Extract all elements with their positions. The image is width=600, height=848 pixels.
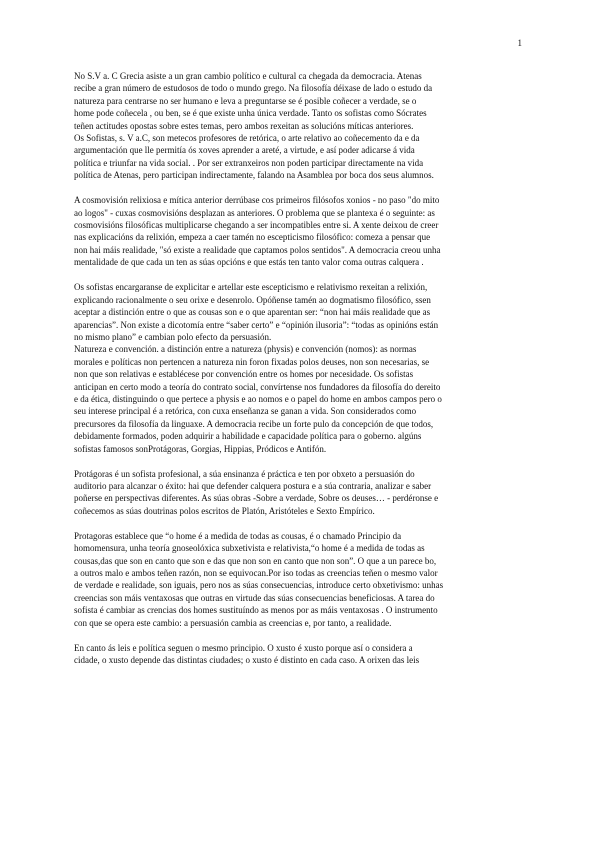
text-line: non que son relativas e establécese por convención entre os homes por necesidade. Os sofistas	[74, 369, 414, 380]
text-line: Protágoras é un sofista profesional, a súa ensinanza é práctica e ten por obxeto a persuasión do	[74, 468, 415, 479]
text-line: con que se opera este cambio: a persuasión cambia as creencias e, por tanto, a realidade.	[74, 617, 392, 628]
text-line: Os Sofistas, s. V a.C, son metecos profesores de retórica, o arte relativo ao coñecemento da e da	[74, 133, 420, 144]
text-line: no mismo plano” e cambian polo efecto da persuasión.	[74, 331, 272, 342]
text-line: home pode coñecela , ou ben, se é que existe unha única verdade. Tanto os sofistas como Sócrates	[74, 108, 427, 119]
paragraph	[74, 530, 514, 629]
text-line: aceptar a distinción entre o que as cousas son e o que aparentan ser: “non hai máis realidade que as	[74, 307, 431, 318]
text-line: cidade, o xusto depende das distintas ciudades; o xusto é distinto en cada caso. A orixen das leis	[74, 655, 420, 666]
text-line: coñecemos as súas doutrinas polos escritos de Platón, Aristóteles e Sexto Empírico.	[74, 505, 375, 516]
text-line: ao logos" - cuxas cosmovisións desplazan as anteriores. O problema que se plantexa é o seguinte: as	[74, 207, 435, 218]
paragraph	[74, 642, 514, 667]
text-line: teñen actitudes opostas sobre estes temas, pero ambos rexeitan as solucións míticas anteriores.	[74, 120, 414, 131]
text-line: Natureza e convención. a distinción entre a natureza (physis) e convención (nomos): as normas	[74, 344, 417, 355]
paragraph	[74, 194, 514, 268]
text-line: argumentación que lle permitía ós xoves aprender a areté, a virtude, e así poder adicarse á vida	[74, 145, 415, 156]
text-line: mentalidade de que cada un ten as súas opcións e que estás ten tanto valor coma outras calquera .	[74, 257, 424, 268]
paragraph	[74, 468, 514, 518]
paragraph	[74, 281, 514, 343]
paragraph	[74, 70, 514, 182]
text-line: precursores da filosofía da linguaxe. A democracia recibe un forte pulo da concepción de que todos,	[74, 418, 434, 429]
text-line: auditorio para alcanzar o éxito: hai que defender calquera postura e a súa contraria, analizar e saber	[74, 480, 432, 491]
text-line: homomensura, unha teoría gnoseolóxica subxetivista e relativista,“o home é a medida de todas as	[74, 543, 425, 554]
text-line: morales e políticas non pertencen a natureza nin foron fixadas polos deuses, non son necesarias, se	[74, 356, 430, 367]
text-line: non hai máis realidade, "só existe a realidade que captamos polos sentidos". A democracia creou unha	[74, 244, 441, 255]
text-line: cosmovisións filosóficas multiplicarse chegando a ser incompatibles entre si. A xente deixou de creer	[74, 220, 439, 231]
text-line: anticipan en certo modo a teoría do contrato social, convírtense nos fundadores da filosofía do dereito	[74, 381, 441, 392]
paragraph	[74, 343, 514, 455]
text-line: explicando racionalmente o seu orixe e desenrolo. Opóñense tamén ao dogmatismo filosófico, ssen	[74, 294, 431, 305]
text-line: de verdade e realidade, son iguais, pero nos as súas consecuencias, introduce certo obxetivismo: unhas	[74, 580, 444, 591]
text-line: natureza para centrarse no ser humano e leva a preguntarse se é posible coñecer a verdade, se o	[74, 95, 417, 106]
text-line: a outros malo e ambos teñen razón, non se equivocan.Por iso todas as creencias teñen o mesmo valor	[74, 568, 438, 578]
text-line: nas explicacións da relixión, empeza a caer tamén no escepticismo filosófico: comeza a pensar que	[74, 232, 431, 243]
text-line: cousas,das que son en canto que son e das que non son en canto que non son”. O que a un parece bo,	[74, 555, 437, 566]
text-line: No S.V a. C Grecia asiste a un gran cambio político e cultural ca chegada da democracia. Atenas	[74, 71, 422, 81]
text-line: e da ética, distinguindo o que pertece a physis e ao nomos e o papel do home en ambos campos pero o	[74, 393, 442, 404]
document-body	[74, 70, 514, 666]
text-line: política e triunfar na vida social. . Por ser extranxeiros non poden participar directamente na vida	[74, 157, 424, 168]
text-line: Os sofistas encargaranse de explicitar e artellar este escepticismo e relativismo rexeitan a relixión,	[74, 282, 428, 293]
text-line: política de Atenas, pero participan indirectamente, falando na Asamblea por boca dos seus alumnos.	[74, 170, 434, 181]
text-line: aparencias”. Non existe a dicotomía entre “saber certo” e “opinión ilusoria”: “todas as opinións están	[74, 319, 439, 330]
text-line: recibe a gran número de estudosos de todo o mundo grego. Na filosofía déixase de lado o estudo da	[74, 83, 433, 94]
text-line: Protagoras establece que “o home é a medida de todas as cousas, é o chamado Principio da	[74, 530, 402, 541]
text-line: seu interese principal é a retórica, con cuxa enseñanza se ganan a vida. Son considerados como	[74, 406, 417, 417]
text-line: sofista é cambiar as crencias dos homes sustituíndo as menos por as máis ventaxosas . O instrumento	[74, 605, 438, 616]
text-line: debidamente formados, poden adquirir a habilidade e capacidade política para o goberno. algúns	[74, 431, 422, 442]
text-line: poñerse en perspectivas diferentes. As súas obras -Sobre a verdade, Sobre os deuses… - perdéronse e	[74, 493, 439, 504]
text-line: En canto ás leis e política seguen o mesmo principio. O xusto é xusto porque así o considera a	[74, 642, 413, 653]
page-number: 1	[517, 38, 522, 48]
text-line: A cosmovisión relixiosa e mítica anterior derrúbase cos primeiros filósofos xonios - no paso "do mito	[74, 195, 440, 206]
text-line: sofistas famosos sonProtágoras, Gorgias, Hippias, Pródicos e Antifón.	[74, 443, 327, 454]
text-line: creencias son máis ventaxosas que outras en virtude das súas consecuencias beneficiosas. A tarea do	[74, 592, 435, 603]
